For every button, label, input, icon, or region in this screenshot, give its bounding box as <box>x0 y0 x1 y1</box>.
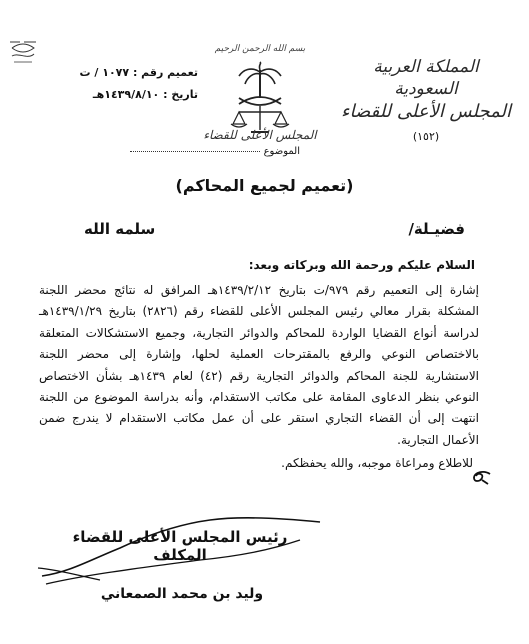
circular-meta <box>68 62 198 106</box>
signatory-title: رئيس المجلس الأعلى للقضاء المكلف <box>72 528 288 564</box>
greeting: السلام عليكم ورحمة الله وبركاته وبعد: <box>248 258 475 272</box>
addressee: فضيـلة/ <box>408 220 465 238</box>
signatory-name: وليد بن محمد الصمعاني <box>100 586 264 602</box>
basmala: بسم الله الرحمن الرحيم <box>214 44 306 54</box>
blessing: سلمه الله <box>84 220 156 238</box>
institution-block <box>341 56 511 143</box>
body-paragraph: إشارة إلى التعميم رقم ٩٧٩/ت بتاريخ ١٤٣٩/٢/١٢هـ المرافق له نتائج محضر اللجنة المشكلة بقرار معالي رئيس المجلس الأعلى للقضاء رقم (٢٨٢٦) بتاريخ ١٤٣٩/١/٢٩هـ لدراسة أنواع القضايا الواردة للمحاكم والدوائر التجارية، وجميع الاستشكالات المتعلقة بالاختصاص النوعي والرفع بالمقترحات العملية لحلها، وإشارة إلى محضر اللجنة الاستشارية للجنة المحاكم والدوائر التجارية رقم (٤٢) لعام ١٤٣٩هـ بشأن الاختصاص النوعي بنظر الدعاوى المقامة على مكاتب الاستقدام، وأنه بدراسة الموضوع من اللجنة انتهت إلى أن القضاء التجاري استقر على أن عمل مكاتب الاستقدام لا يندرج ضمن الأعمال التجارية. <box>39 283 479 447</box>
institution-country: المملكة العربية السعودية <box>373 57 479 99</box>
circular-date: تاريخ : ١٤٣٩/٨/١٠هـ <box>92 88 198 101</box>
subject-label: الموضوع <box>263 146 300 157</box>
document-title: (تعميم لجميع المحاكم) <box>175 176 354 195</box>
institution-name: المجلس الأعلى للقضاء <box>341 101 511 122</box>
emblem-caption: المجلس الأعلى للقضاء <box>203 128 317 142</box>
closing-line: للاطلاع ومراعاة موجبه، والله يحفظكم. <box>281 456 473 470</box>
institution-number: (١٥٢) <box>412 130 440 143</box>
stamp-mark-icon <box>6 34 40 68</box>
circular-number: تعميم رقم : ١٠٧٧ / ت <box>79 66 198 79</box>
subject-dotted-line <box>130 151 260 152</box>
handwritten-initial-icon <box>468 468 494 488</box>
subject-line <box>90 146 300 157</box>
